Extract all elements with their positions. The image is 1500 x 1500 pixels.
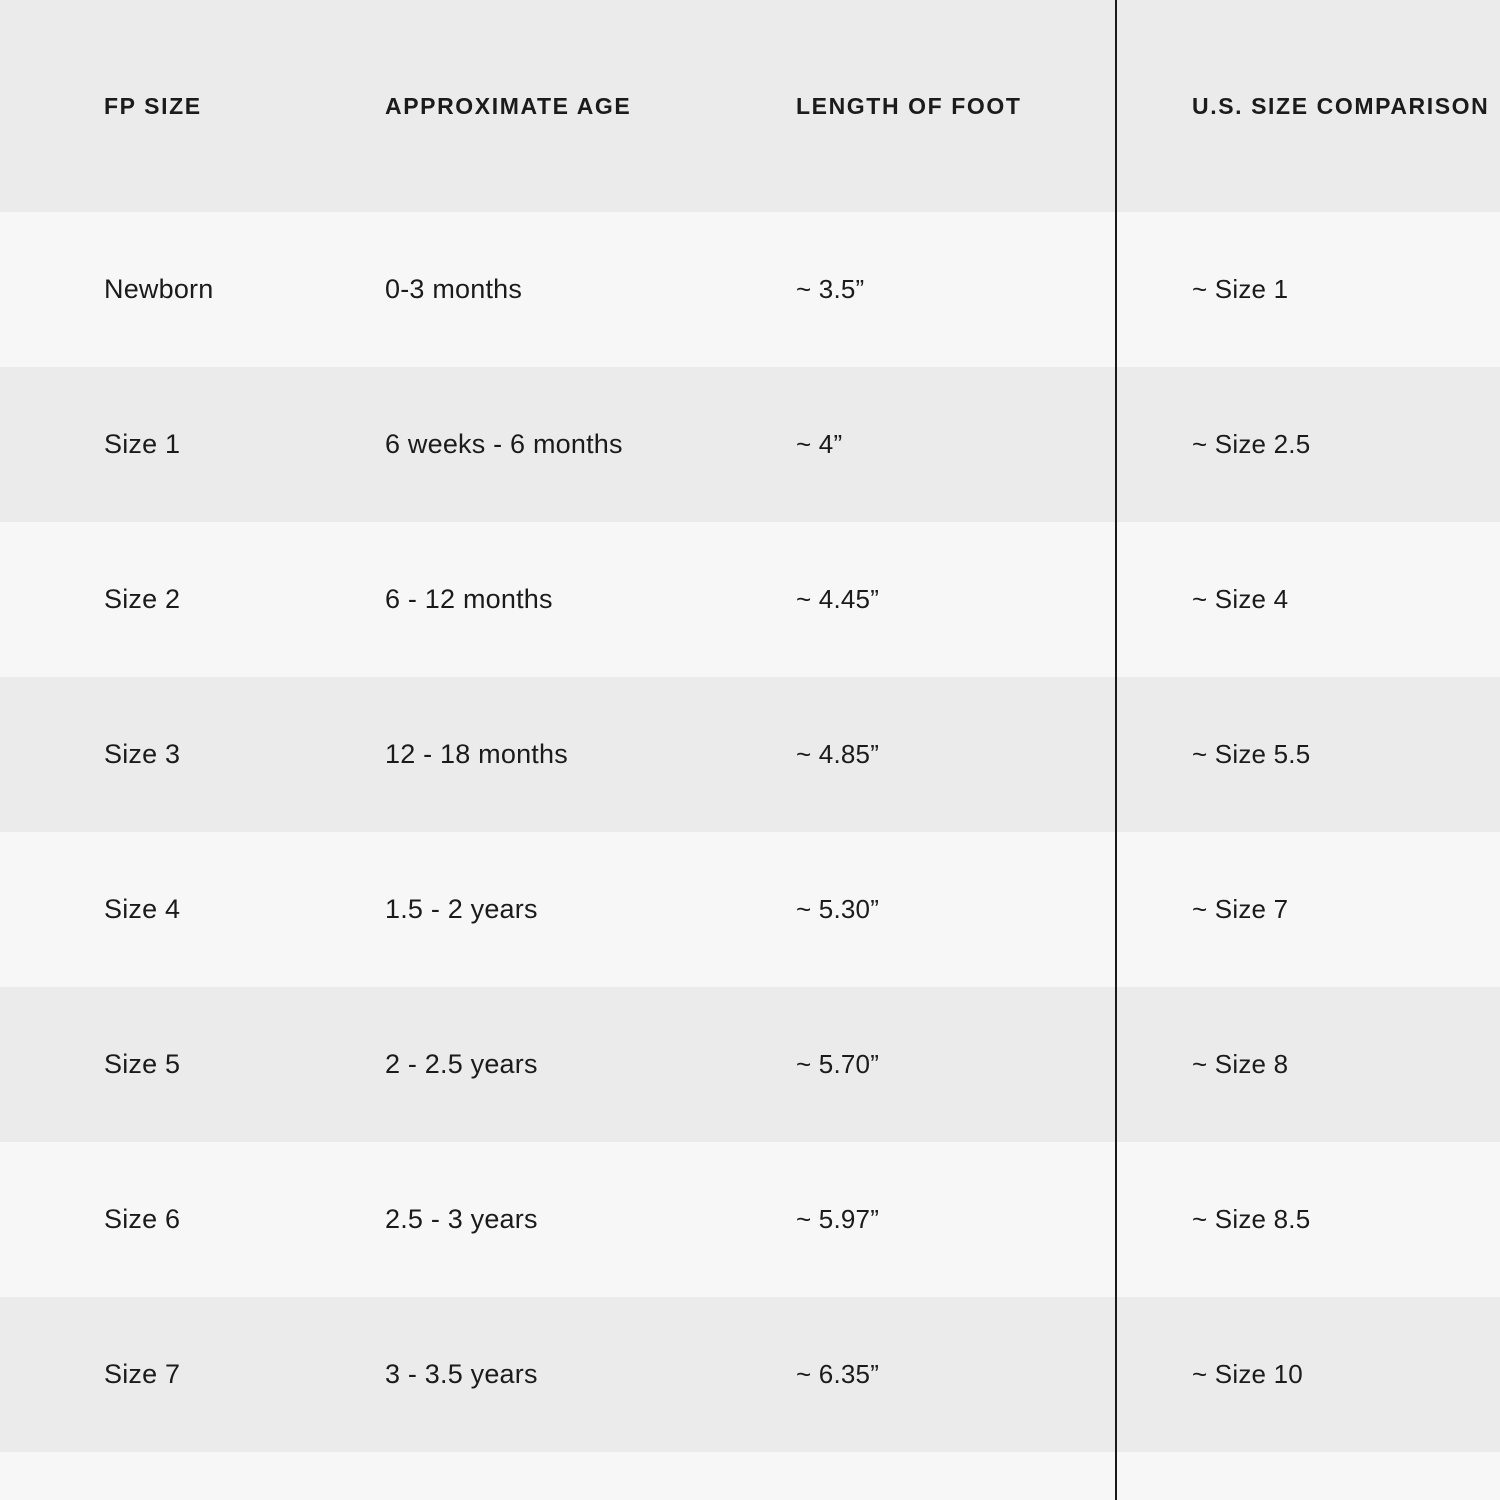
cell-fp-size: Size 2 — [104, 584, 181, 614]
cell-length-of-foot: ~ 5.97” — [796, 1204, 880, 1234]
cell-fp-size: Newborn — [104, 274, 214, 304]
cell-approximate-age: 2.5 - 3 years — [385, 1204, 538, 1234]
cell-us-size-comparison: ~ Size 8.5 — [1192, 1204, 1311, 1234]
cell-length-of-foot: ~ 5.30” — [796, 894, 880, 924]
cell-fp-size: Size 3 — [104, 739, 181, 769]
cell-us-size-comparison: ~ Size 7 — [1192, 894, 1289, 924]
cell-fp-size: Size 5 — [104, 1049, 181, 1079]
table-row — [0, 987, 1500, 1142]
cell-fp-size: Size 6 — [104, 1204, 181, 1234]
table-row — [0, 677, 1500, 832]
column-header-fp-size: FP SIZE — [104, 92, 202, 119]
cell-us-size-comparison: ~ Size 8 — [1192, 1049, 1289, 1079]
cell-approximate-age: 2 - 2.5 years — [385, 1049, 538, 1079]
cell-approximate-age: 1.5 - 2 years — [385, 894, 538, 924]
cell-us-size-comparison: ~ Size 4 — [1192, 584, 1289, 614]
cell-approximate-age: 3 - 3.5 years — [385, 1359, 538, 1389]
cell-length-of-foot: ~ 4.45” — [796, 584, 880, 614]
cell-us-size-comparison: ~ Size 1 — [1192, 274, 1289, 304]
cell-us-size-comparison: ~ Size 5.5 — [1192, 739, 1311, 769]
column-header-length-of-foot: LENGTH OF FOOT — [796, 92, 1022, 119]
cell-fp-size: Size 4 — [104, 894, 181, 924]
table-row — [0, 522, 1500, 677]
cell-length-of-foot: ~ 4” — [796, 429, 843, 459]
table-row — [0, 1142, 1500, 1297]
table-header-row — [0, 0, 1500, 212]
cell-length-of-foot: ~ 4.85” — [796, 739, 880, 769]
cell-length-of-foot: ~ 5.70” — [796, 1049, 880, 1079]
cell-us-size-comparison: ~ Size 2.5 — [1192, 429, 1311, 459]
cell-approximate-age: 6 - 12 months — [385, 584, 553, 614]
cell-approximate-age: 6 weeks - 6 months — [385, 429, 623, 459]
cell-approximate-age: 12 - 18 months — [385, 739, 568, 769]
table-row — [0, 832, 1500, 987]
cell-us-size-comparison: ~ Size 10 — [1192, 1359, 1303, 1389]
cell-length-of-foot: ~ 3.5” — [796, 274, 865, 304]
table-header — [0, 0, 1500, 212]
table-row — [0, 1297, 1500, 1452]
column-divider — [1115, 0, 1117, 1500]
cell-length-of-foot: ~ 6.35” — [796, 1359, 880, 1389]
column-header-approximate-age: APPROXIMATE AGE — [385, 92, 632, 119]
footer-spacer — [0, 1452, 1500, 1500]
column-header-us-size-comparison: U.S. SIZE COMPARISON — [1192, 92, 1490, 119]
table-row — [0, 212, 1500, 367]
table-row — [0, 367, 1500, 522]
cell-fp-size: Size 1 — [104, 429, 181, 459]
cell-fp-size: Size 7 — [104, 1359, 181, 1389]
table-body — [0, 212, 1500, 1452]
cell-approximate-age: 0-3 months — [385, 274, 523, 304]
